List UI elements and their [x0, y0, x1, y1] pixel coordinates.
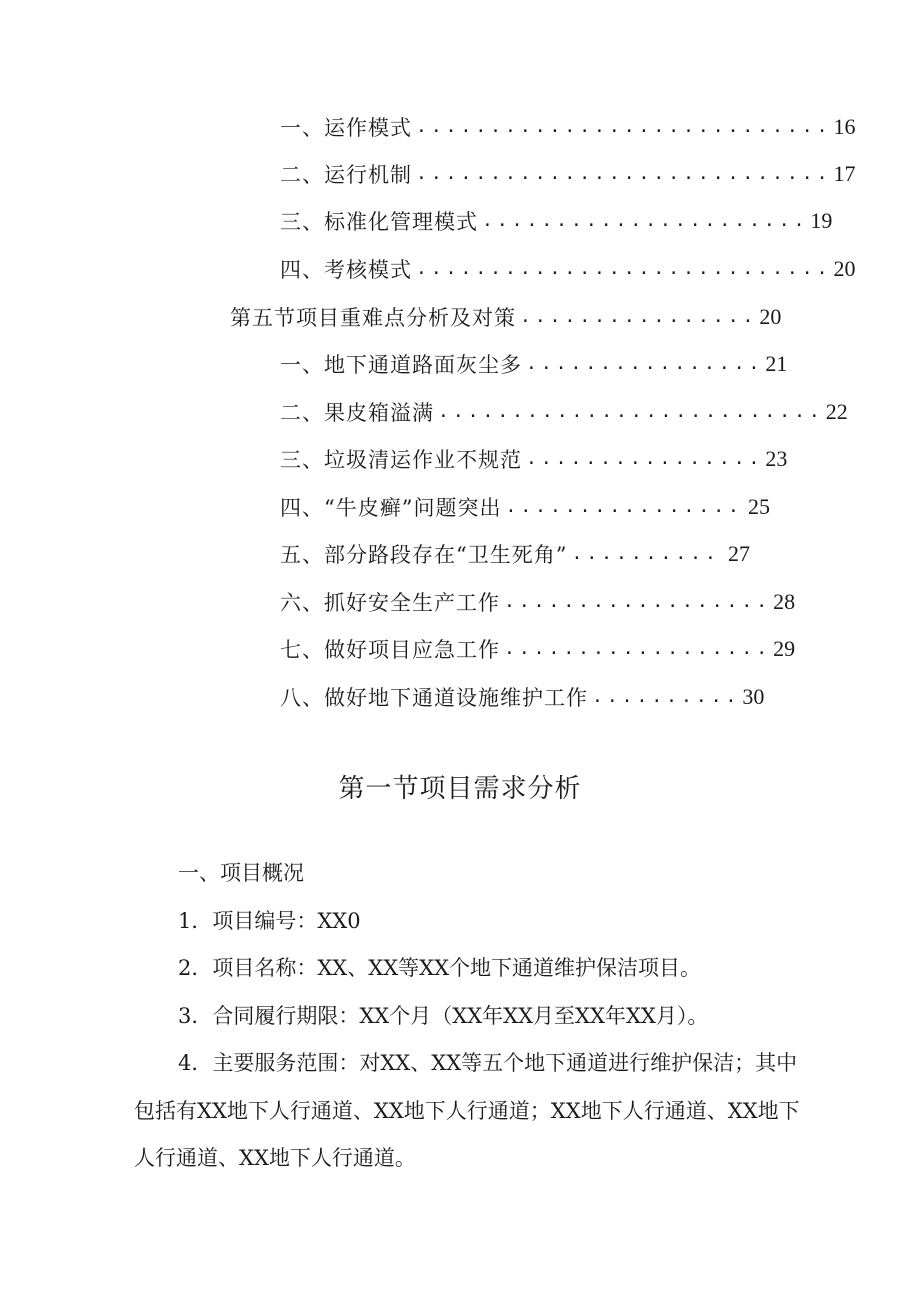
toc-page-number: 29 [773, 635, 796, 661]
toc-entry[interactable] [280, 103, 856, 150]
toc-entry[interactable] [280, 625, 796, 672]
toc-entry-label: 五、部分路段存在“卫生死角” [280, 542, 568, 567]
toc-page-number: 16 [833, 113, 856, 139]
toc-entry[interactable] [280, 578, 796, 625]
paragraph-project-name: 2．项目名称：XX、XX等XX个地下通道维护保洁项目。 [178, 956, 702, 980]
toc-entry-label: 一、运作模式 [280, 115, 412, 140]
toc-entry-label: 三、标准化管理模式 [280, 209, 478, 234]
toc-entry-label: 第五节项目重难点分析及对策 [230, 305, 516, 330]
toc-entry-label: 二、运行机制 [280, 162, 412, 187]
toc-entry[interactable] [280, 530, 750, 577]
toc-leader-dots: .................. [504, 638, 772, 659]
toc-leader-dots: ................ [526, 353, 764, 374]
toc-leader-dots: ................ [505, 496, 743, 517]
section-title: 第一节项目需求分析 [338, 774, 582, 804]
paragraph-contract-period: 3．合同履行期限：XX个月（XX年XX月至XX年XX月）。 [178, 1003, 709, 1028]
toc-entry-label: 八、做好地下通道设施维护工作 [280, 685, 588, 710]
toc-entry[interactable] [280, 388, 848, 435]
toc-entry-label: 七、做好项目应急工作 [280, 637, 500, 662]
toc-page-number: 20 [759, 303, 782, 329]
toc-page-number: 21 [765, 350, 788, 376]
toc-leader-dots: .......... [592, 686, 741, 707]
toc-entry[interactable] [280, 150, 856, 197]
toc-entry-label: 四、“牛皮癣”问题突出 [280, 495, 502, 520]
toc-entry[interactable] [280, 483, 770, 530]
toc-leader-dots: .......................... [438, 401, 824, 422]
body-text [134, 850, 804, 1183]
toc-page-number: 19 [810, 207, 833, 233]
toc-page-number: 23 [765, 445, 788, 471]
toc-entry[interactable] [280, 245, 856, 292]
toc-leader-dots: ............................ [416, 116, 832, 137]
toc-page-number: 17 [833, 160, 856, 186]
toc-entry[interactable] [280, 435, 788, 482]
toc-page-number: 22 [825, 398, 848, 424]
toc-leader-dots: ............................ [416, 258, 832, 279]
toc-entry-label: 六、抓好安全生产工作 [280, 590, 500, 615]
subsection-heading: 一、项目概况 [178, 861, 304, 885]
toc-leader-dots: ................ [526, 448, 764, 469]
toc-leader-dots: .................. [504, 591, 772, 612]
toc-entry-label: 一、地下通道路面灰尘多 [280, 352, 522, 377]
toc-leader-dots: .......... [571, 543, 720, 564]
toc-entry-section[interactable] [230, 293, 782, 340]
toc-entry[interactable] [280, 340, 788, 387]
toc-entry-label: 二、果皮箱溢满 [280, 400, 434, 425]
paragraph-project-number: 1．项目编号：XX0 [178, 908, 361, 933]
paragraph-service-scope: 4．主要服务范围：对XX、XX等五个地下通道进行维护保洁；其中包括有XX地下人行通道、XX地下人行通道；XX地下人行通道、XX地下人行通道、XX地下人行通道。 [134, 1051, 800, 1170]
toc-page-number: 28 [773, 588, 796, 614]
toc-entry[interactable] [280, 197, 833, 244]
toc-page-number: 27 [728, 540, 750, 566]
toc-entry-label: 四、考核模式 [280, 257, 412, 282]
toc-page-number: 30 [742, 683, 765, 709]
toc-leader-dots: ................ [520, 306, 758, 327]
toc-entry[interactable] [280, 673, 765, 720]
toc-leader-dots: ............................ [416, 163, 832, 184]
toc-page-number: 25 [748, 493, 770, 519]
toc-leader-dots: ...................... [482, 210, 809, 231]
toc-page-number: 20 [833, 255, 856, 281]
toc-entry-label: 三、垃圾清运作业不规范 [280, 447, 522, 472]
